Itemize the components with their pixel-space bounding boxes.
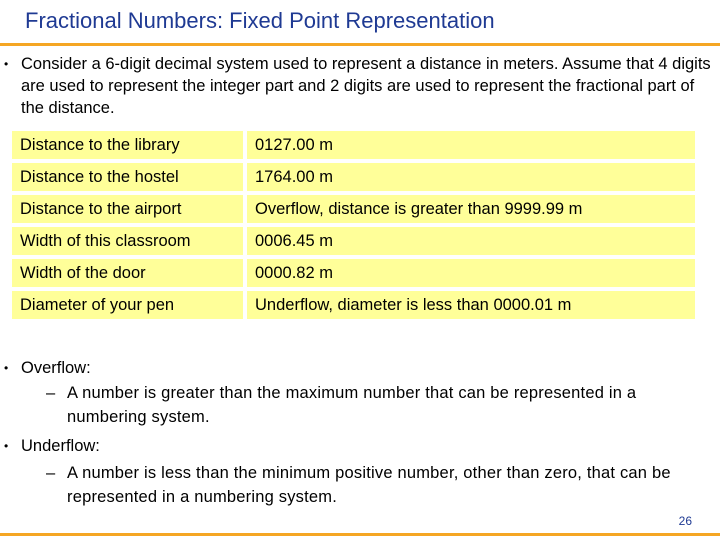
row-value: 0006.45 m [247,227,695,255]
underflow-heading: Underflow: [21,437,100,455]
intro-text: Consider a 6-digit decimal system used to represent a distance in meters. Assume that 4 digits are used to represent the integer part and 2 digits are used to represent the fractional part of the distance. [21,55,711,117]
bullet-icon: • [4,57,9,71]
row-label: Distance to the library [12,131,243,159]
row-label: Distance to the airport [12,195,243,223]
page-number: 26 [678,514,692,528]
dash-icon: – [46,384,56,402]
overflow-definition-text: A number is greater than the maximum number that can be represented in a numbering system. [67,384,637,426]
overflow-heading: Overflow: [21,359,91,377]
bullet-icon: • [4,361,9,375]
row-value: Underflow, diameter is less than 0000.01 m [247,291,695,319]
table-row [12,195,695,223]
dash-icon: – [46,464,56,482]
table-row [12,131,695,159]
row-label: Diameter of your pen [12,291,243,319]
distance-table [8,127,699,323]
bullet-icon: • [4,439,9,453]
table-row [12,291,695,319]
slide-title: Fractional Numbers: Fixed Point Representation [25,8,495,33]
row-value: 0000.82 m [247,259,695,287]
row-label: Width of the door [12,259,243,287]
row-label: Distance to the hostel [12,163,243,191]
table-row [12,163,695,191]
row-value: 0127.00 m [247,131,695,159]
footer-divider [0,533,720,536]
underflow-definition-text: A number is less than the minimum positive number, other than zero, that can be represented in a numbering system. [67,464,671,506]
row-value: 1764.00 m [247,163,695,191]
row-value: Overflow, distance is greater than 9999.99 m [247,195,695,223]
table-row [12,259,695,287]
table-row [12,227,695,255]
row-label: Width of this classroom [12,227,243,255]
title-divider [0,43,720,46]
